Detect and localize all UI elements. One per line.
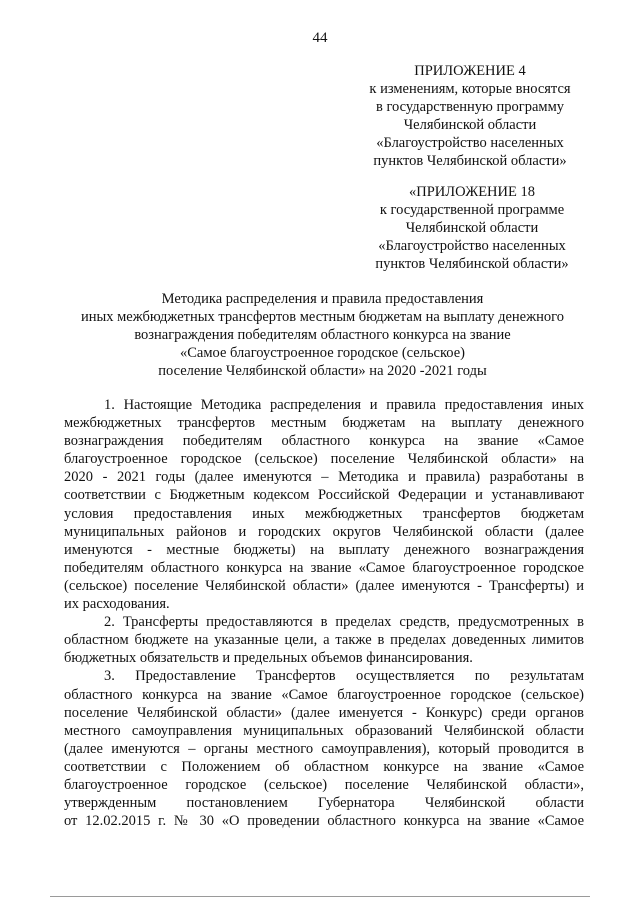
appendix-18-line: «Благоустройство населенных [378, 238, 566, 254]
appendix-4-line: Челябинской области [403, 117, 537, 133]
paragraph-line: именуются - местные бюджеты) на выплату денежного вознаграждения [64, 541, 584, 558]
paragraph-line: бюджетных обязательств и предельных объемов финансирования. [64, 650, 473, 667]
document-title [60, 290, 585, 380]
paragraph-line: муниципальных районов и городских округов Челябинской области (далее [64, 523, 584, 540]
paragraph-line: (сельское) поселение Челябинской области» (далее именуются - Трансферты) и [64, 577, 584, 594]
paragraph-line: поселение Челябинской области» (далее именуется - Конкурс) среди органов [64, 704, 584, 721]
paragraph-line: соответствии с Положением об областном конкурсе на звание «Самое [64, 758, 584, 775]
document-body [64, 396, 584, 830]
paragraph-line: условия предоставления иных межбюджетных трансфертов бюджетам [64, 505, 584, 522]
paragraph-1 [64, 396, 584, 613]
paragraph-line: областного конкурса на звание «Самое благоустроенное городское (сельское) [64, 686, 584, 703]
paragraph-line: утвержденным постановлением Губернатора Челябинской области [64, 795, 584, 812]
appendix-4-line: в государственную программу [375, 99, 564, 115]
title-line: Методика распределения и правила предоставления [161, 291, 484, 307]
appendix-18-line: «ПРИЛОЖЕНИЕ 18 [409, 184, 535, 200]
appendix-4-line: «Благоустройство населенных [376, 135, 564, 151]
title-line: поселение Челябинской области» на 2020 -2021 годы [158, 363, 487, 379]
paragraph-line: вознаграждения победителям областного конкурса на звание «Самое [64, 433, 584, 450]
paragraph-line: благоустроенное городское (сельское) поселение Челябинской области» на [64, 451, 584, 468]
page-bottom-rule [50, 896, 590, 897]
paragraph-line: благоустроенное городское (сельское) поселение Челябинской области», [64, 776, 584, 793]
appendix-18-line: пунктов Челябинской области» [375, 256, 569, 272]
appendix-4-line: ПРИЛОЖЕНИЕ 4 [414, 63, 526, 79]
page-number: 44 [312, 30, 328, 46]
paragraph-line: от 12.02.2015 г. № 30 «О проведении областного конкурса на звание «Самое [64, 813, 584, 830]
paragraph-line: (далее именуются – органы местного самоуправления), который проводится в [64, 740, 584, 757]
paragraph-line: областном бюджете на указанные цели, а также в пределах доведенных лимитов [64, 632, 584, 649]
appendix-4-line: к изменениям, которые вносятся [369, 81, 571, 97]
paragraph-2 [64, 613, 584, 667]
appendix-18-line: Челябинской области [405, 220, 539, 236]
appendix-4-header [355, 62, 585, 170]
paragraph-line: соответствии с Бюджетным кодексом Российской Федерации и устанавливают [64, 487, 584, 504]
paragraph-line: местного самоуправления муниципальных образований Челябинской области [64, 722, 584, 739]
appendix-18-line: к государственной программе [379, 202, 565, 218]
paragraph-line: 1. Настоящие Методика распределения и правила предоставления иных [104, 397, 584, 413]
appendix-4-line: пунктов Челябинской области» [373, 153, 567, 169]
paragraph-line: победителям областного конкурса на звание «Самое благоустроенное городское [64, 559, 584, 576]
paragraph-line: 2020 - 2021 годы (далее именуются – Методика и правила) разработаны в [64, 469, 584, 486]
paragraph-line: 2. Трансферты предоставляются в пределах средств, предусмотренных в [104, 614, 584, 631]
title-line: «Самое благоустроенное городское (сельское) [179, 345, 465, 361]
paragraph-line: 3. Предоставление Трансфертов осуществляется по результатам [104, 668, 584, 685]
title-line: вознаграждения победителям областного конкурса на звание [134, 327, 511, 343]
paragraph-3 [64, 667, 584, 830]
paragraph-line: их расходования. [64, 596, 170, 613]
paragraph-line: межбюджетных трансфертов местным бюджетам на выплату денежного [64, 415, 584, 432]
appendix-18-header [357, 183, 587, 273]
title-line: иных межбюджетных трансфертов местным бюджетам на выплату денежного [80, 309, 564, 325]
